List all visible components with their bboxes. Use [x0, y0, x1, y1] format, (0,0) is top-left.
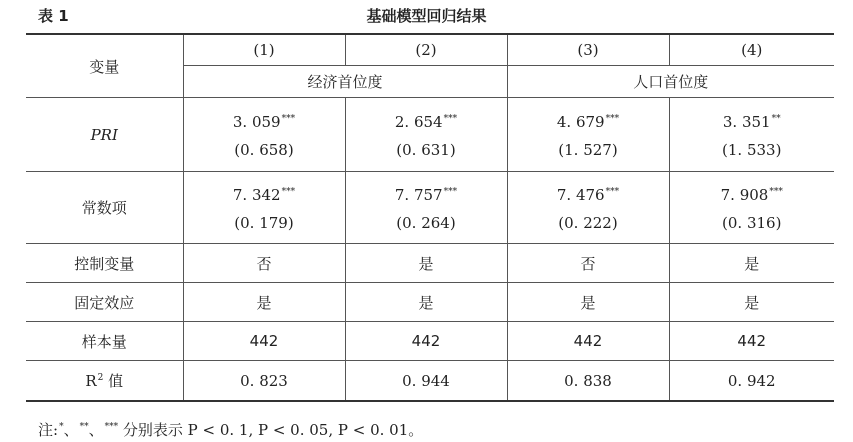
std-error: (0. 222): [558, 214, 618, 232]
header-model-1: (1): [183, 34, 345, 66]
cell-r2-3: 0. 838: [507, 361, 669, 402]
header-model-4: (4): [669, 34, 834, 66]
table-row-controls: [26, 244, 834, 283]
row-label-pri: PRI: [26, 98, 183, 172]
significance-stars: ***: [769, 187, 783, 197]
significance-stars: ***: [443, 187, 458, 197]
note-star-2: **: [79, 422, 89, 432]
header-model-3: (3): [507, 34, 669, 66]
cell-pri-4: [669, 98, 834, 172]
significance-stars: **: [771, 114, 781, 124]
coef-value: 2. 654: [394, 113, 443, 131]
cell-pri-2: [345, 98, 507, 172]
row-label-sample-size: 样本量: [26, 322, 183, 361]
header-group-economic: 经济首位度: [183, 66, 507, 98]
cell-controls-1: 否: [183, 244, 345, 283]
cell-controls-3: 否: [507, 244, 669, 283]
header-row-models: [26, 34, 834, 66]
table-note: [38, 419, 423, 440]
significance-stars: ***: [605, 187, 620, 197]
significance-stars: ***: [605, 114, 620, 124]
cell-fixed-1: 是: [183, 283, 345, 322]
std-error: (0. 179): [234, 214, 294, 232]
coef-value: 3. 351: [722, 113, 771, 131]
cell-const-4: [669, 172, 834, 244]
note-sep-1: 、: [63, 421, 79, 439]
cell-const-2: [345, 172, 507, 244]
std-error: (0. 658): [234, 141, 294, 159]
cell-pri-1: [183, 98, 345, 172]
cell-controls-4: 是: [669, 244, 834, 283]
cell-pri-3: [507, 98, 669, 172]
cell-n-3: 442: [507, 322, 669, 361]
table-row-fixed-effects: [26, 283, 834, 322]
header-group-population: 人口首位度: [507, 66, 834, 98]
header-variable: 变量: [26, 34, 183, 98]
table-row-sample-size: [26, 322, 834, 361]
cell-n-1: 442: [183, 322, 345, 361]
significance-stars: ***: [281, 187, 296, 197]
cell-r2-4: 0. 942: [669, 361, 834, 402]
note-prefix: 注:: [38, 421, 59, 439]
cell-fixed-4: 是: [669, 283, 834, 322]
row-label-controls: 控制变量: [26, 244, 183, 283]
table-title: 基础模型回归结果: [366, 7, 487, 25]
significance-stars: ***: [443, 114, 458, 124]
std-error: (1. 533): [722, 141, 782, 159]
regression-table: [26, 33, 834, 402]
std-error: (0. 316): [722, 214, 782, 232]
table-caption: [0, 0, 853, 30]
table-row-pri: [26, 98, 834, 172]
note-text: 分别表示 P < 0. 1, P < 0. 05, P < 0. 01。: [118, 421, 424, 439]
std-error: (1. 527): [558, 141, 618, 159]
row-label-constant: 常数项: [26, 172, 183, 244]
cell-r2-2: 0. 944: [345, 361, 507, 402]
table-row-constant: [26, 172, 834, 244]
cell-r2-1: 0. 823: [183, 361, 345, 402]
cell-const-1: [183, 172, 345, 244]
coef-value: 7. 342: [232, 186, 281, 204]
r2-suffix: 值: [103, 372, 124, 390]
std-error: (0. 264): [396, 214, 456, 232]
note-star-1: *: [59, 422, 64, 432]
row-label-fixed-effects: 固定效应: [26, 283, 183, 322]
row-label-r-squared: [26, 361, 183, 402]
significance-stars: ***: [281, 114, 296, 124]
cell-controls-2: 是: [345, 244, 507, 283]
cell-const-3: [507, 172, 669, 244]
table-number: 表 1: [38, 7, 69, 25]
coef-value: 3. 059: [232, 113, 281, 131]
cell-n-2: 442: [345, 322, 507, 361]
coef-value: 7. 908: [720, 186, 769, 204]
header-model-2: (2): [345, 34, 507, 66]
r2-exponent: 2: [97, 373, 104, 383]
cell-n-4: 442: [669, 322, 834, 361]
cell-fixed-2: 是: [345, 283, 507, 322]
table-row-r-squared: [26, 361, 834, 402]
note-star-3: ***: [104, 422, 119, 432]
note-sep-2: 、: [88, 421, 104, 439]
coef-value: 4. 679: [556, 113, 605, 131]
r2-letter: R: [85, 372, 97, 390]
cell-fixed-3: 是: [507, 283, 669, 322]
coef-value: 7. 476: [556, 186, 605, 204]
coef-value: 7. 757: [394, 186, 443, 204]
std-error: (0. 631): [396, 141, 456, 159]
